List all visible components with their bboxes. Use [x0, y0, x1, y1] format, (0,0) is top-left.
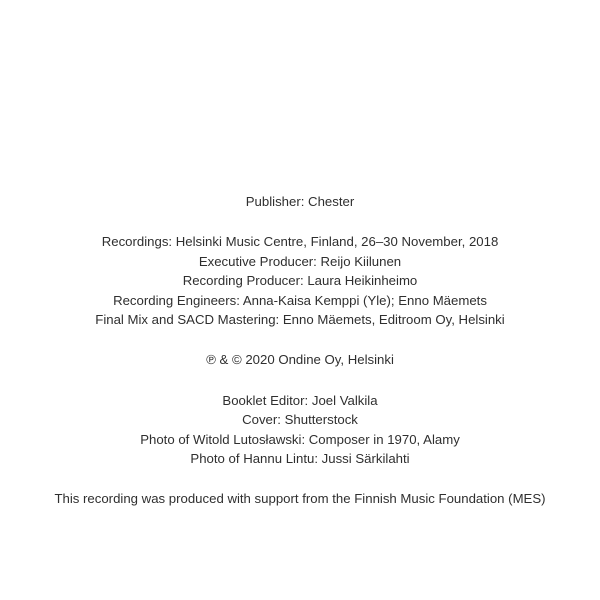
credits-container	[0, 192, 600, 509]
spacer-after-credits	[0, 468, 600, 489]
copyright-line: ℗ & © 2020 Ondine Oy, Helsinki	[206, 352, 394, 368]
credit-line-photo-lintu: Photo of Hannu Lintu: Jussi Särkilahti	[190, 451, 410, 467]
recording-credits-block	[0, 232, 600, 329]
publisher-block	[0, 192, 600, 211]
recording-line-recording-producer: Recording Producer: Laura Heikinheimo	[182, 273, 418, 289]
spacer-after-copyright	[0, 370, 600, 391]
booklet-credits-block	[0, 391, 600, 469]
support-line: This recording was produced with support from the Finnish Music Foundation (MES)	[54, 491, 546, 507]
credit-line-cover: Cover: Shutterstock	[242, 412, 358, 428]
recording-line-location: Recordings: Helsinki Music Centre, Finland, 26–30 November, 2018	[101, 234, 499, 250]
recording-line-final-mix: Final Mix and SACD Mastering: Enno Mäemets, Editroom Oy, Helsinki	[95, 312, 505, 328]
copyright-block	[0, 350, 600, 369]
support-block	[0, 489, 600, 508]
recording-line-executive-producer: Executive Producer: Reijo Kiilunen	[198, 253, 402, 269]
credit-line-photo-lutoslawski: Photo of Witold Lutosławski: Composer in 1970, Alamy	[140, 431, 460, 447]
recording-line-engineers: Recording Engineers: Anna-Kaisa Kemppi (Yle); Enno Mäemets	[113, 292, 487, 308]
spacer-after-publisher	[0, 211, 600, 232]
spacer-after-recording	[0, 329, 600, 350]
publisher-line: Publisher: Chester	[245, 194, 355, 209]
credit-line-booklet-editor: Booklet Editor: Joel Valkila	[222, 392, 378, 408]
